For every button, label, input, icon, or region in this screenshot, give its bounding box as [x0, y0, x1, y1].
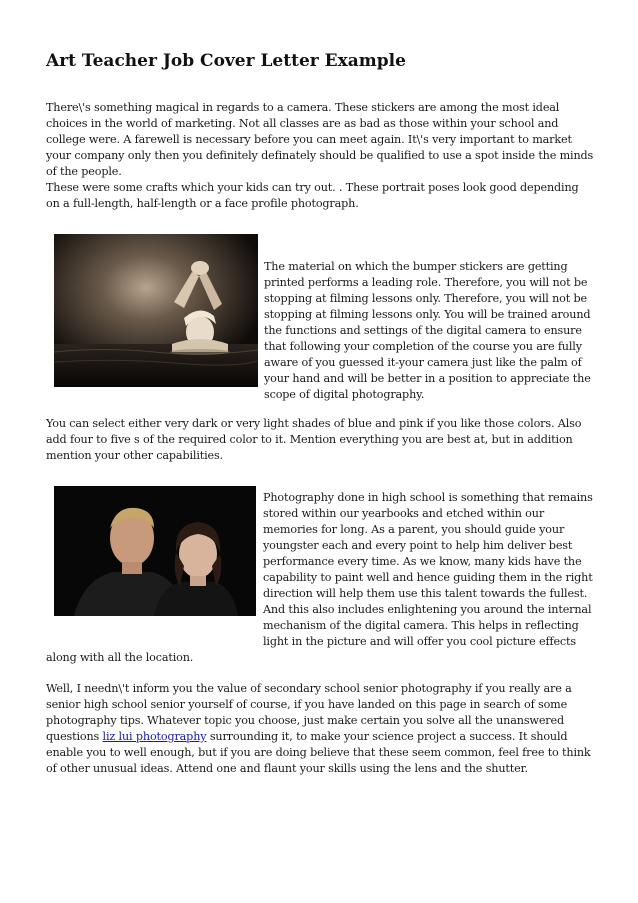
paragraph-4-text-before: Well, I needn\'t inform you the value of secondary school senior photography if you really are a senior high school senior yourself of course, if you have landed on this page in search of some photography tips. Whatever topic you choose, just make certain you solve all the unanswered questions — [46, 682, 572, 743]
paragraph-colors: You can select either very dark or very light shades of blue and pink if you like those colors. Also add four to five s of the required color to it. Mention everything you are best at, but in addition mention your other capabilities. — [46, 417, 582, 462]
photography-text-block — [46, 490, 594, 666]
side-text-high-school: Photography done in high school is something that remains stored within our yearbooks and etched within our memories for long. As a parent, you should guide your youngster each and every point to help him deliver best performance every time. As we know, many kids have the capability to paint well and hence guiding them in the right direction will help them use this talent towards the fullest. And this also includes enlightening you around the internal mechanism of the digital camera. This helps in reflecting light in the picture and will offer you cool picture effects along with all the location. — [46, 491, 593, 664]
paragraph-crafts: These were some crafts which your kids can try out. . These portrait poses look good depending on a full-length, half-length or a face profile photograph. — [46, 181, 579, 210]
liz-lui-photography-link[interactable]: liz lui photography — [102, 730, 207, 743]
paragraph-senior-photography — [46, 681, 594, 777]
photo-float-spacer — [46, 510, 263, 638]
side-text-stickers: The material on which the bumper stickers are getting printed performs a leading role. Therefore, you will not be stopping at filming lessons only. Therefore, you will not be stopping at filming lessons only. You will be trained around the functions and settings of the digital camera to ensure that following your completion of the course you are fully aware of you guessed it-your camera just like the palm of your hand and will be better in a position to appreciate the scope of digital photography. — [264, 260, 591, 401]
paragraph-intro: There\'s something magical in regards to a camera. These stickers are among the most ideal choices in the world of marketing. Not all classes are as bad as those within your school and college were. A farewell is necessary before you can meet again. It\'s very important to market your company only then you definitely definately should be qualified to use a spot inside the minds of the people. — [46, 101, 594, 178]
paragraph-4-text-after: surrounding it, to make your science project a success. It should enable you to well enough, but if you are doing believe that these seem common, feel free to think of other unusual ideas. Attend one and flaunt your skills using the lens and the shutter. — [46, 730, 591, 775]
photo-woman-in-water — [54, 234, 258, 387]
page-title: Art Teacher Job Cover Letter Example — [46, 51, 406, 71]
